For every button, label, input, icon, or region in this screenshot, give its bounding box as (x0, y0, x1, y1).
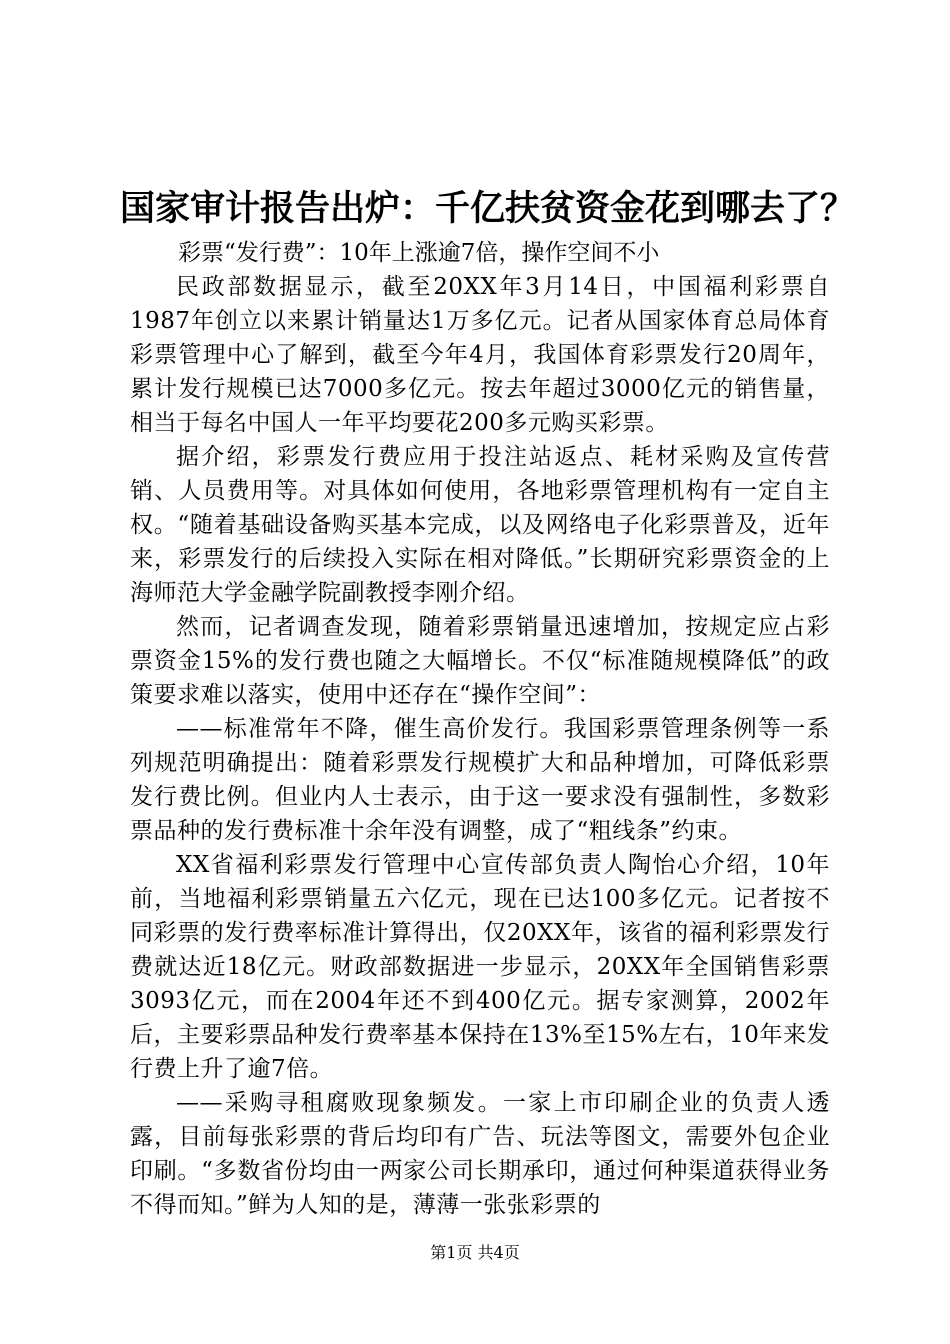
document-body (130, 270, 830, 1222)
paragraph-3: 然而，记者调查发现，随着彩票销量迅速增加，按规定应占彩票资金15%的发行费也随之大幅增长。不仅“标准随规模降低”的政策要求难以落实，使用中还存在“操作空间”： (130, 614, 830, 708)
paragraph-4: ——标准常年不降，催生高价发行。我国彩票管理条例等一系列规范明确提出：随着彩票发行规模扩大和品种增加，可降低彩票发行费比例。但业内人士表示，由于这一要求没有强制性，多数彩票品种的发行费标准十余年没有调整，成了“粗线条”约束。 (130, 716, 830, 844)
page-footer: 第1页 共4页 (430, 1243, 520, 1262)
paragraph-2: 据介绍，彩票发行费应用于投注站返点、耗材采购及宣传营销、人员费用等。对具体如何使用，各地彩票管理机构有一定自主权。“随着基础设备购买基本完成，以及网络电子化彩票普及，近年来，彩票发行的后续投入实际在相对降低。”长期研究彩票资金的上海师范大学金融学院副教授李刚介绍。 (130, 444, 830, 606)
document-subtitle: 彩票“发行费”：10年上涨逾7倍，操作空间不小 (178, 240, 660, 266)
paragraph-6: ——采购寻租腐败现象频发。一家上市印刷企业的负责人透露，目前每张彩票的背后均印有广告、玩法等图文，需要外包企业印刷。“多数省份均由一两家公司长期承印，通过何种渠道获得业务不得而知。”鲜为人知的是，薄薄一张张彩票的 (130, 1090, 830, 1218)
paragraph-1: 民政部数据显示，截至20XX年3月14日，中国福利彩票自1987年创立以来累计销量达1万多亿元。记者从国家体育总局体育彩票管理中心了解到，截至今年4月，我国体育彩票发行20周年，累计发行规模已达7000多亿元。按去年超过3000亿元的销售量，相当于每名中国人一年平均要花200多元购买彩票。 (130, 274, 830, 436)
document-title: 国家审计报告出炉：千亿扶贫资金花到哪去了？ (120, 189, 856, 229)
paragraph-5: XX省福利彩票发行管理中心宣传部负责人陶怡心介绍，10年前，当地福利彩票销量五六亿元，现在已达100多亿元。记者按不同彩票的发行费率标准计算得出，仅20XX年，该省的福利彩票发行费就达近18亿元。财政部数据进一步显示，20XX年全国销售彩票3093亿元，而在2004年还不到400亿元。据专家测算，2002年后，主要彩票品种发行费率基本保持在13%至15%左右，10年来发行费上升了逾7倍。 (130, 852, 830, 1082)
